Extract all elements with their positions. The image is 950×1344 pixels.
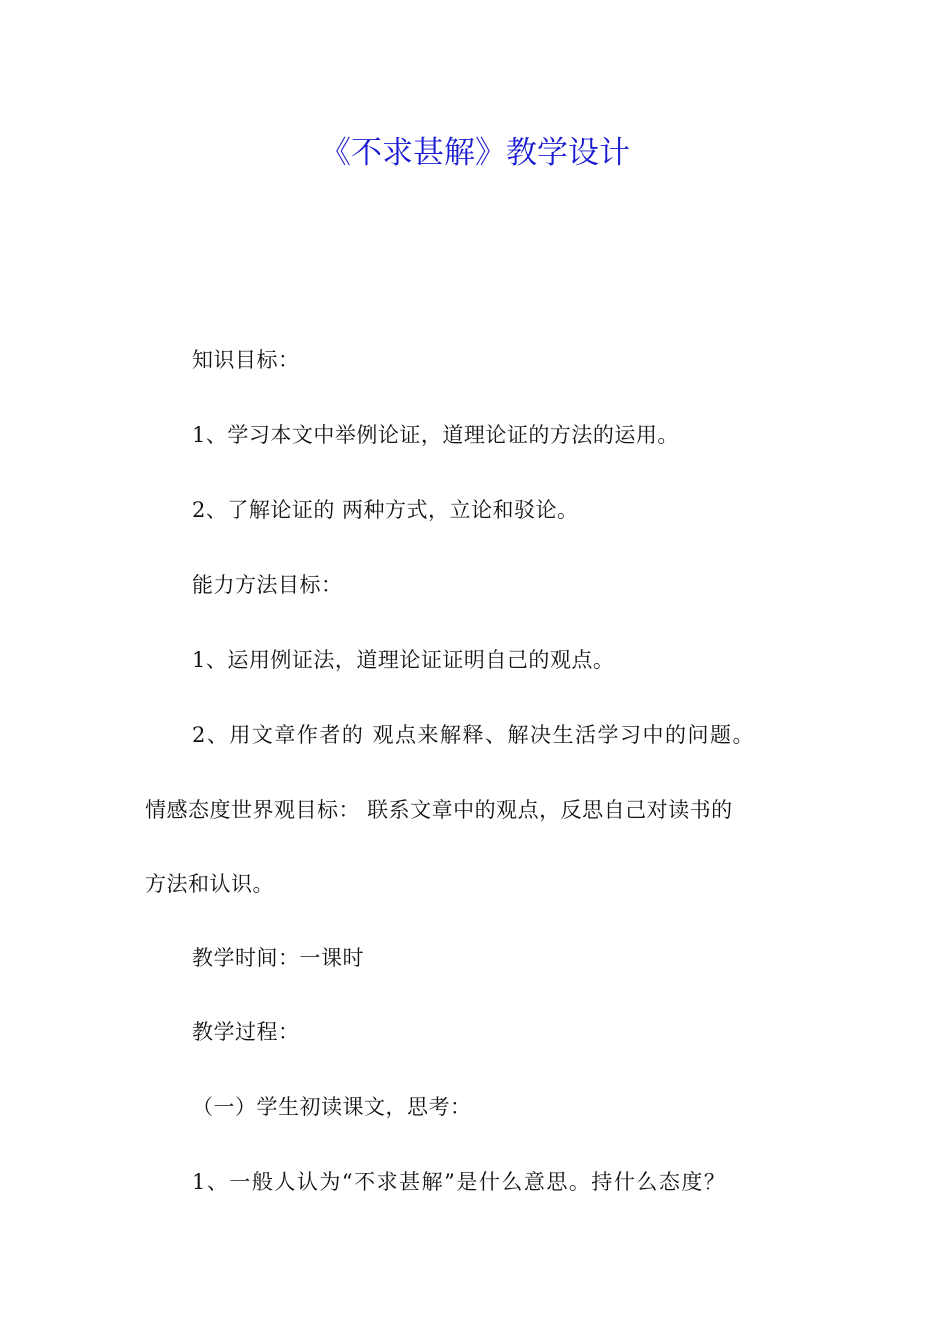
paragraph-line: 2、用文章作者的 观点来解释、解决生活学习中的问题。	[192, 723, 756, 747]
paragraph-line: 方法和认识。	[145, 872, 274, 896]
document-title: 《不求甚解》教学设计	[320, 135, 630, 171]
paragraph-line: 1、运用例证法，道理论证证明自己的观点。	[192, 648, 615, 672]
paragraph-line: 教学过程：	[192, 1020, 300, 1044]
paragraph-line: 1、学习本文中举例论证，道理论证的方法的运用。	[192, 423, 679, 447]
paragraph-line: 2、了解论证的 两种方式，立论和驳论。	[192, 498, 579, 522]
paragraph-line: 1、一般人认为“不求甚解”是什么意思。持什么态度？	[192, 1170, 727, 1194]
paragraph-line: 能力方法目标：	[192, 573, 343, 597]
paragraph-line: （一）学生初读课文，思考：	[192, 1095, 472, 1119]
paragraph-line: 教学时间：一课时	[192, 946, 364, 970]
paragraph-line: 情感态度世界观目标： 联系文章中的观点，反思自己对读书的	[145, 798, 733, 822]
paragraph-line: 知识目标：	[192, 348, 300, 372]
